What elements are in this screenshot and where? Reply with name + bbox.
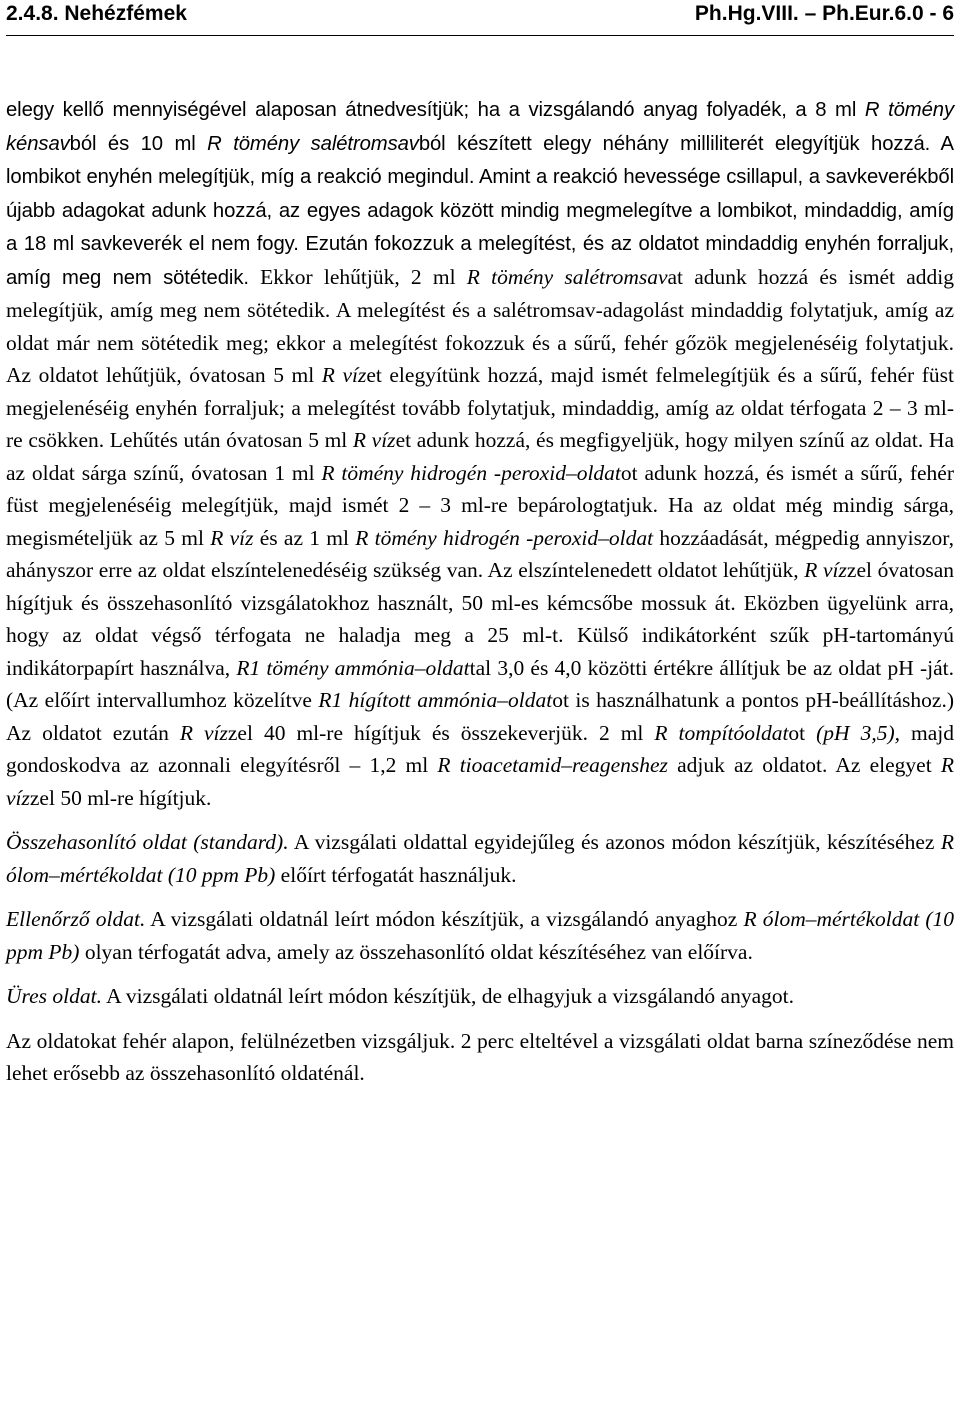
- procedure-paragraph: elegy kellő mennyiségével alaposan átnedvesítjük; ha a vizsgálandó anyag folyadék, a 8 ml R tömény kénsavból és 10 ml R tömény salétromsavból készített elegy néhány milliliterét elegyítjük hozzá. A lombikot enyhén melegítjük, míg a reakció megindul. Amint a reakció hevessége csillapul, a savkeverékből újabb adagokat adunk hozzá, az egyes adagok között mindig megmelegítve a lombikot, mindaddig, amíg a 18 ml savkeverék el nem fogy. Ezután fokozzuk a melegítést, és az oldatot mindaddig enyhén forraljuk, amíg meg nem sötétedik. Ekkor lehűtjük, 2 ml R tömény salétromsavat adunk hozzá és ismét addig melegítjük, amíg meg nem sötétedik. A melegítést és a salétromsav-adagolást mindaddig folytatjuk, amíg az oldat már nem sötétedik meg; ekkor a melegítést fokozzuk és a sűrű, fehér gőzök megjelenéséig folytatjuk. Az oldatot lehűtjük, óvatosan 5 ml R vízet elegyítünk hozzá, majd ismét felmelegítjük és a sűrű, fehér füst megjelenéséig enyhén forraljuk; a melegítést tovább folytatjuk, mindaddig, amíg az oldat térfogata 2 – 3 ml-re csökken. Lehűtés után óvatosan 5 ml R vízet adunk hozzá, és megfigyeljük, hogy milyen színű az oldat. Ha az oldat sárga színű, óvatosan 1 ml R tömény hidrogén -peroxid–oldatot adunk hozzá, és ismét a sűrű, fehér füst megjelenéséig melegítjük, majd ismét 2 – 3 ml-re bepárologtatjuk. Ha az oldat még mindig sárga, megismételjük az 5 ml R víz és az 1 ml R tömény hidrogén -peroxid–oldat hozzáadását, mégpedig annyiszor, ahányszor erre az oldat elszíntelenedéséig szükség van. Az elszíntelenedett oldatot lehűtjük, R vízzel óvatosan hígítjuk és összehasonlító vizsgálatokhoz használt, 50 ml-es kémcsőbe mossuk át. Eközben ügyelünk arra, hogy az oldat végső térfogata ne haladja meg a 25 ml-t. Külső indikátorként szűk pH-tartományú indikátorpapírt használva, R1 tömény ammónia–oldattal 3,0 és 4,0 közötti értékre állítjuk be az oldat pH -ját. (Az előírt intervallumhoz közelítve R1 hígított ammónia–oldatot is használhatunk a pontos pH-beállításhoz.) Az oldatot ezután R vízzel 40 ml-re hígítjuk és összekeverjük. 2 ml R tompítóoldatot (pH 3,5), majd gondoskodva az azonnali elegyítésről – 1,2 ml R tioacetamid–reagenshez adjuk az oldatot. Az elegyet R vízzel 50 ml-re hígítjuk.: [6, 99, 954, 810]
- pharmacopoeia-reference: Ph.Hg.VIII. – Ph.Eur.6.0 - 6: [694, 2, 954, 25]
- evaluation-paragraph: Az oldatokat fehér alapon, felülnézetben vizsgáljuk. 2 perc elteltével a vizsgálati oldat barna színeződése nem lehet erősebb az összehasonlító oldaténál.: [6, 1028, 954, 1085]
- header-divider: [6, 35, 954, 36]
- document-body: [6, 93, 954, 1090]
- control-solution-heading: Ellenőrző oldat.: [6, 907, 146, 931]
- control-solution-paragraph: Ellenőrző oldat. A vizsgálati oldatnál leírt módon készítjük, a vizsgálandó anyaghoz R ólom–mértékoldat (10 ppm Pb) olyan térfogatát adva, amely az összehasonlító oldat készítéséhez van előírva.: [6, 907, 954, 964]
- blank-solution-paragraph: Üres oldat. A vizsgálati oldatnál leírt módon készítjük, de elhagyjuk a vizsgálandó anyagot.: [6, 984, 794, 1008]
- standard-solution-heading: Összehasonlító oldat (standard).: [6, 830, 289, 854]
- procedure-intro: elegy kellő mennyiségével alaposan átnedvesítjük; ha a vizsgálandó anyag folyadék, a 8 ml R tömény kénsavból és 10 ml R tömény salétromsavból készített elegy néhány milliliterét elegyítjük hozzá. A lombikot enyhén melegítjük, míg a reakció megindul. Amint a reakció hevessége csillapul, a savkeverékből újabb adagokat adunk hozzá, az egyes adagok között mindig megmelegítve a lombikot, mindaddig, amíg a 18 ml savkeverék el nem fogy. Ezután fokozzuk a melegítést, és az oldatot mindaddig enyhén forraljuk, amíg meg nem sötétedik.: [6, 99, 954, 289]
- page-header: [0, 0, 960, 38]
- standard-solution-paragraph: Összehasonlító oldat (standard). A vizsgálati oldattal egyidejűleg és azonos módon készítjük, készítéséhez R ólom–mértékoldat (10 ppm Pb) előírt térfogatát használjuk.: [6, 830, 954, 887]
- section-title: 2.4.8. Nehézfémek: [6, 2, 187, 25]
- blank-solution-heading: Üres oldat.: [6, 984, 102, 1008]
